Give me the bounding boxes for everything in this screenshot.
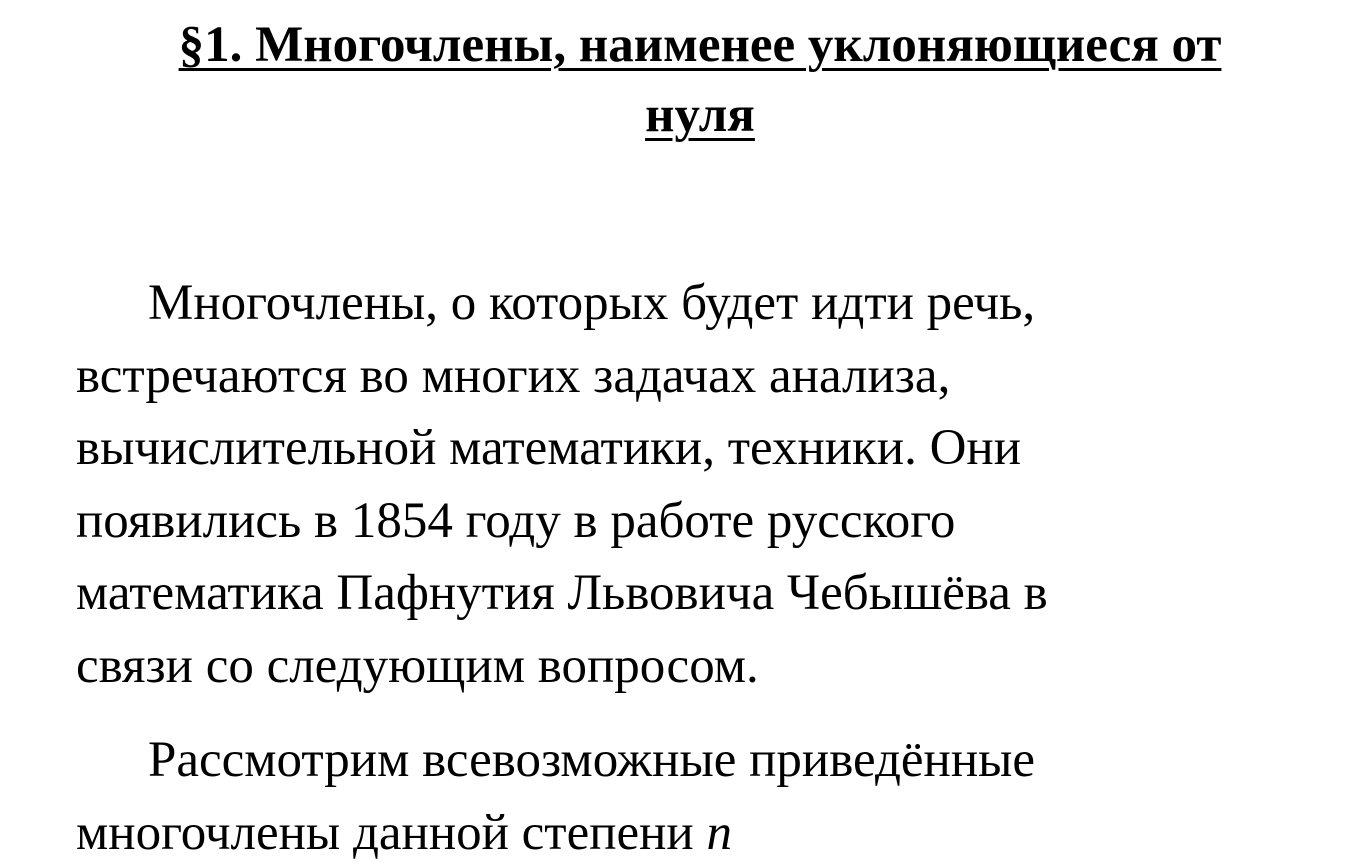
degree-variable: n [706,804,732,861]
section-heading-line1: §1. Многочлены, наименее уклоняющиеся от [178,17,1222,73]
paragraph-line: многочлены данной степени [76,804,707,861]
paragraph-line: встречаются во многих задачах анализа, [76,347,951,404]
paragraph-line: связи со следующим вопросом. [76,637,759,694]
section-heading-line2: нуля [645,87,755,143]
paragraph-line: появились в 1854 году в работе русского [76,492,956,549]
paragraph-intro [76,267,1326,702]
paragraph-line: Многочлены, о которых будет идти речь, [148,275,1036,331]
section-heading [60,10,1340,150]
paragraph-line: математика Пафнутия Львовича Чебышёва в [76,565,1048,621]
paragraph-line: Рассмотрим всевозможные приведённые [148,732,1036,788]
paragraph-consider [76,724,1326,865]
paragraph-line: вычислительной математики, техники. Они [76,420,1022,476]
